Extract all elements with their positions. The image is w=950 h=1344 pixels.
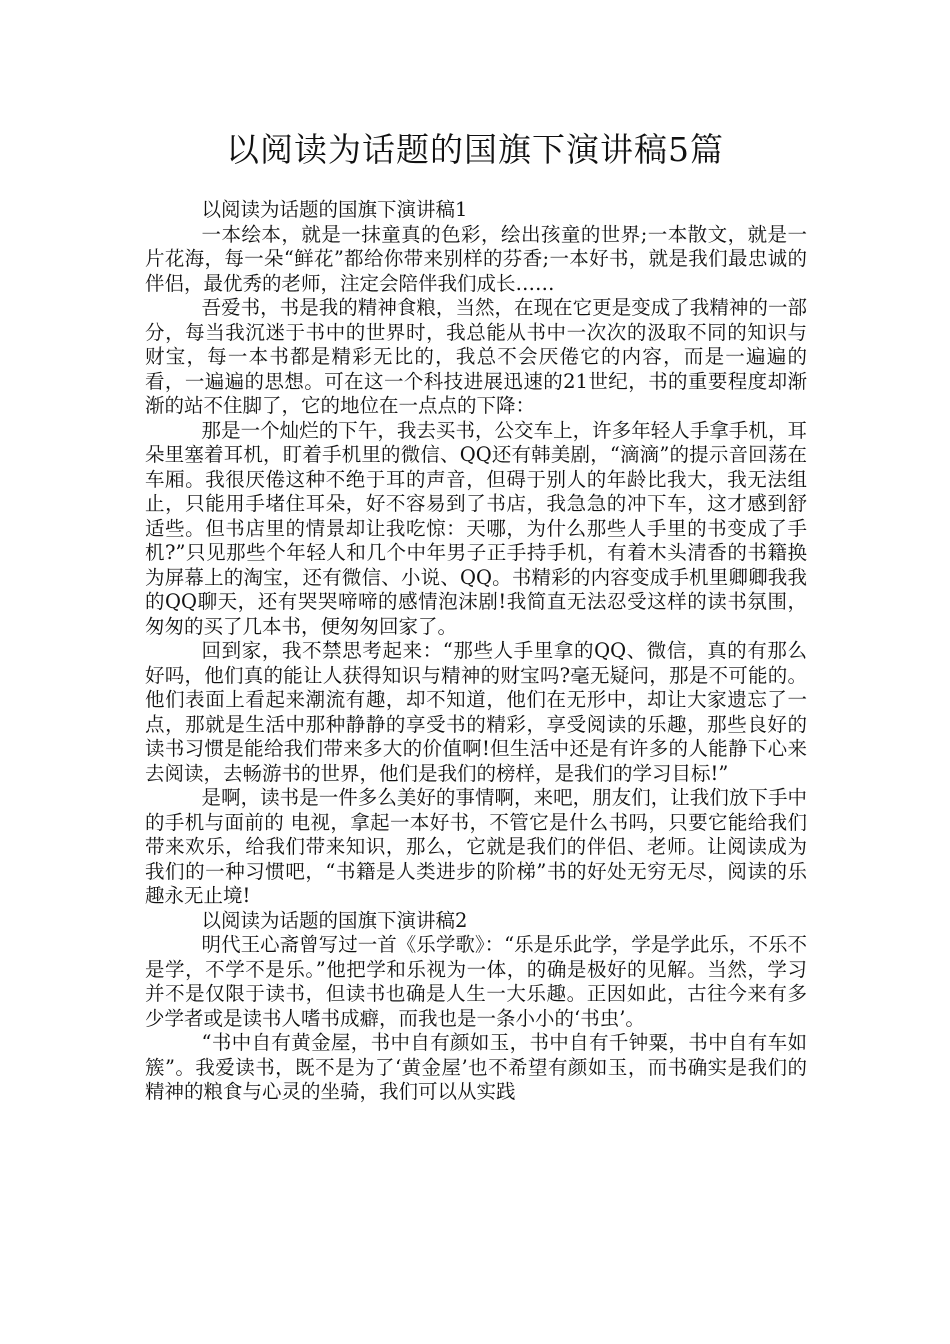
paragraph: “书中自有黄金屋，书中自有颜如玉，书中自有千钟粟，书中自有车如簇”。我爱读书，既不是为了‘黄金屋’也不希望有颜如玉，而书确实是我们的精神的粮食与心灵的坐骑，我们可以从实践	[145, 1031, 807, 1103]
section-heading: 以阅读为话题的国旗下演讲稿1	[201, 198, 468, 221]
section-heading: 以阅读为话题的国旗下演讲稿2	[201, 908, 468, 932]
paragraph: 是啊，读书是一件多么美好的事情啊，来吧，朋友们，让我们放下手中的手机与面前的 电视，拿起一本好书，不管它是什么书吗，只要它能给我们带来欢乐，给我们带来知识，那么，它就是我们的伴侣、老师。让阅读成为我们的一种习惯吧，“书籍是人类进步的阶梯”书的好处无穷无尽，阅读的乐趣永无止境!	[145, 786, 807, 907]
document-title: 以阅读为话题的国旗下演讲稿5篇	[226, 130, 724, 169]
paragraph: 那是一个灿烂的下午，我去买书，公交车上，许多年轻人手拿手机，耳朵里塞着耳机，盯着手机里的微信、QQ还有韩美剧，“滴滴”的提示音回荡在车厢。我很厌倦这种不绝于耳的声音，但碍于别人的年龄比我大，我无法组止，只能用手堵住耳朵，好不容易到了书店，我急急的冲下车，这才感到舒适些。但书店里的情景却让我吃惊：天哪，为什么那些人手里的书变成了手机?”只见那些个年轻人和几个中年男子正手持手机，有着木头清香的书籍换为屏幕上的淘宝，还有微信、小说、QQ。书精彩的内容变成手机里卿卿我我的QQ聊天，还有哭哭啼啼的感情泡沫剧!我简直无法忍受这样的读书氛围，匆匆的买了几本书，便匆匆回家了。	[145, 418, 807, 638]
paragraph: 明代王心斋曾写过一首《乐学歌》：“乐是乐此学，学是学此乐，不乐不是学，不学不是乐。”他把学和乐视为一体，的确是极好的见解。当然，学习并不是仅限于读书，但读书也确是人生一大乐趣。正因如此，古往今来有多少学者或是读书人嗜书成癖，而我也是一条小小的‘书虫’。	[145, 933, 807, 1030]
paragraph: 回到家，我不禁思考起来：“那些人手里拿的QQ、微信，真的有那么好吗，他们真的能让人获得知识与精神的财宝吗?毫无疑问，那是不可能的。他们表面上看起来潮流有趣，却不知道，他们在无形中，却让大家遗忘了一点，那就是生活中那种静静的享受书的精彩，享受阅读的乐趣，那些良好的读书习惯是能给我们带来多大的价值啊!但生活中还是有许多的人能静下心来去阅读，去畅游书的世界，他们是我们的榜样，是我们的学习目标!”	[145, 639, 807, 785]
document-body	[145, 198, 807, 1105]
paragraph: 吾爱书，书是我的精神食粮，当然，在现在它更是变成了我精神的一部分，每当我沉迷于书中的世界时，我总能从书中一次次的汲取不同的知识与财宝，每一本书都是精彩无比的，我总不会厌倦它的内容，而是一遍遍的看，一遍遍的思想。可在这一个科技进展迅速的21世纪，书的重要程度却渐渐的站不住脚了，它的地位在一点点的下降：	[145, 296, 807, 417]
paragraph: 一本绘本，就是一抹童真的色彩，绘出孩童的世界;一本散文，就是一片花海，每一朵“鲜花”都给你带来别样的芬香;一本好书，就是我们最忠诚的伴侣，最优秀的老师，注定会陪伴我们成长……	[145, 222, 807, 295]
